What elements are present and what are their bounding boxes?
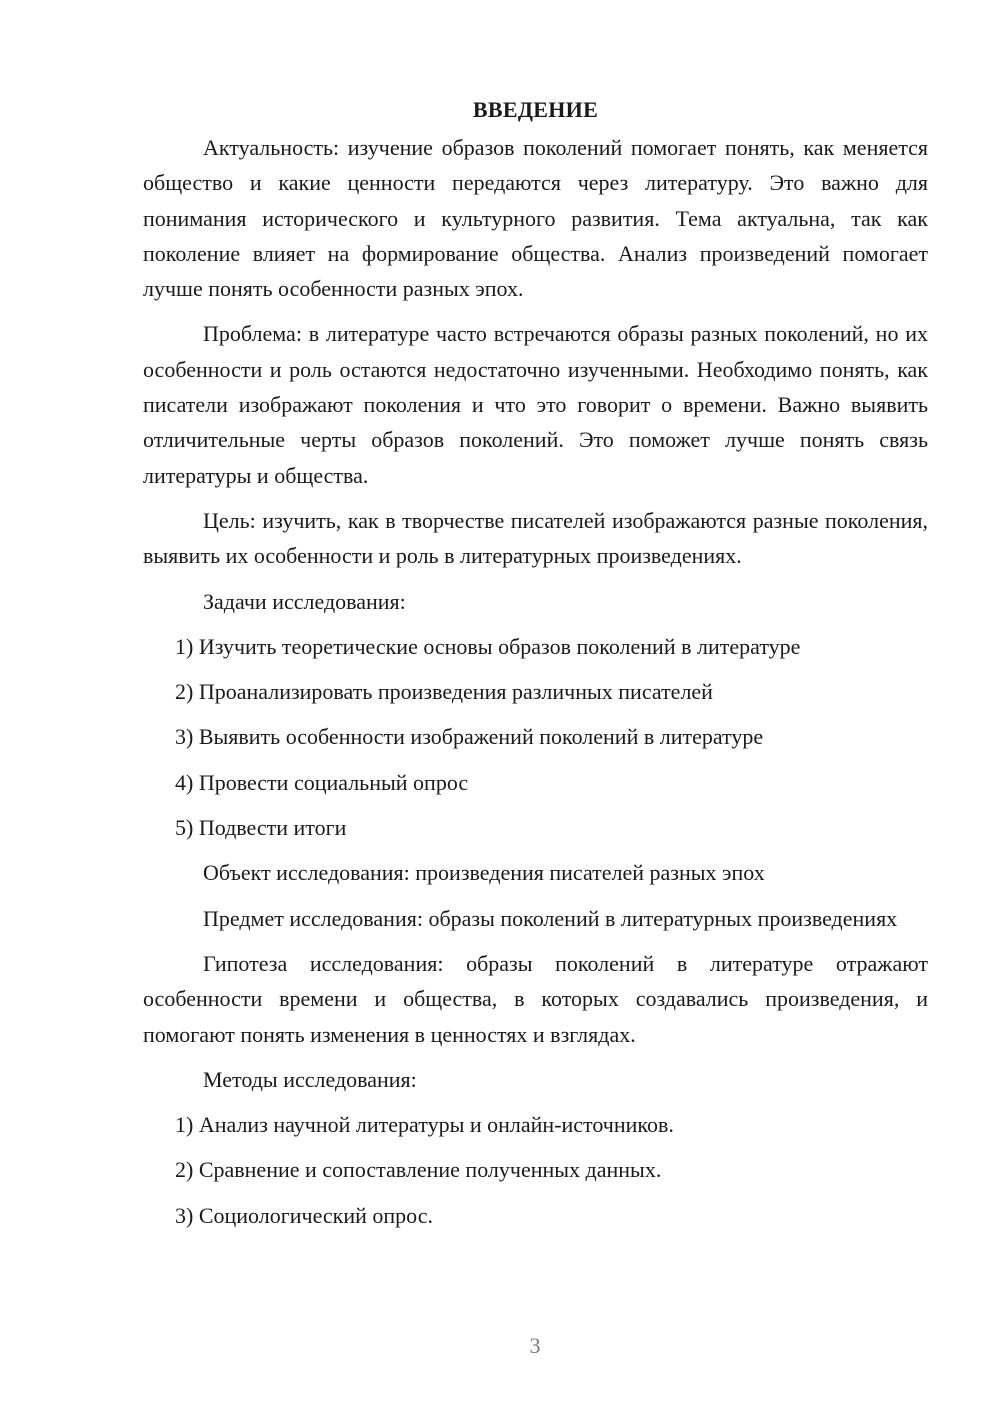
problem-paragraph: Проблема: в литературе часто встречаются образы разных поколений, но их особенности и роль остаются недостаточно изученными. Необходимо понять, как писатели изображают поколения и что это говорит о времени. Важно выявить отличительные черты образов поколений. Это поможет лучше понять связь литературы и общества. (143, 321, 928, 488)
list-item: 3) Выявить особенности изображений поколений в литературе (175, 724, 764, 750)
relevance-paragraph: Актуальность: изучение образов поколений помогает понять, как меняется общество и какие ценности передаются через литературу. Это важно для понимания исторического и культурного развития. Тема актуальна, так как поколение влияет на формирование общества. Анализ произведений помогает лучше понять особенности разных эпох. (143, 135, 928, 302)
methods-heading: Методы исследования: (203, 1066, 417, 1092)
list-item: 1) Изучить теоретические основы образов поколений в литературе (175, 633, 801, 659)
list-item: 4) Провести социальный опрос (175, 769, 469, 795)
tasks-list (143, 629, 928, 845)
methods-list (143, 1107, 928, 1233)
document-page (143, 92, 928, 1243)
object-paragraph: Объект исследования: произведения писателей разных эпох (203, 860, 765, 886)
list-item: 2) Сравнение и сопоставление полученных данных. (175, 1157, 662, 1183)
hypothesis-paragraph: Гипотеза исследования: образы поколений в литературе отражают особенности времени и общества, в которых создавались произведения, и помогают понять изменения в ценностях и взглядах. (143, 950, 928, 1047)
list-item: 1) Анализ научной литературы и онлайн-источников. (175, 1112, 674, 1138)
list-item: 3) Социологический опрос. (175, 1202, 433, 1228)
tasks-heading: Задачи исследования: (203, 588, 406, 614)
list-item: 5) Подвести итоги (175, 815, 347, 841)
page-title: ВВЕДЕНИЕ (472, 97, 599, 122)
goal-paragraph: Цель: изучить, как в творчестве писателей изображаются разные поколения, выявить их особенности и роль в литературных произведениях. (143, 507, 928, 569)
list-item: 2) Проанализировать произведения различных писателей (175, 679, 713, 705)
page-number: 3 (529, 1333, 541, 1358)
subject-paragraph: Предмет исследования: образы поколений в литературных произведениях (203, 905, 898, 931)
